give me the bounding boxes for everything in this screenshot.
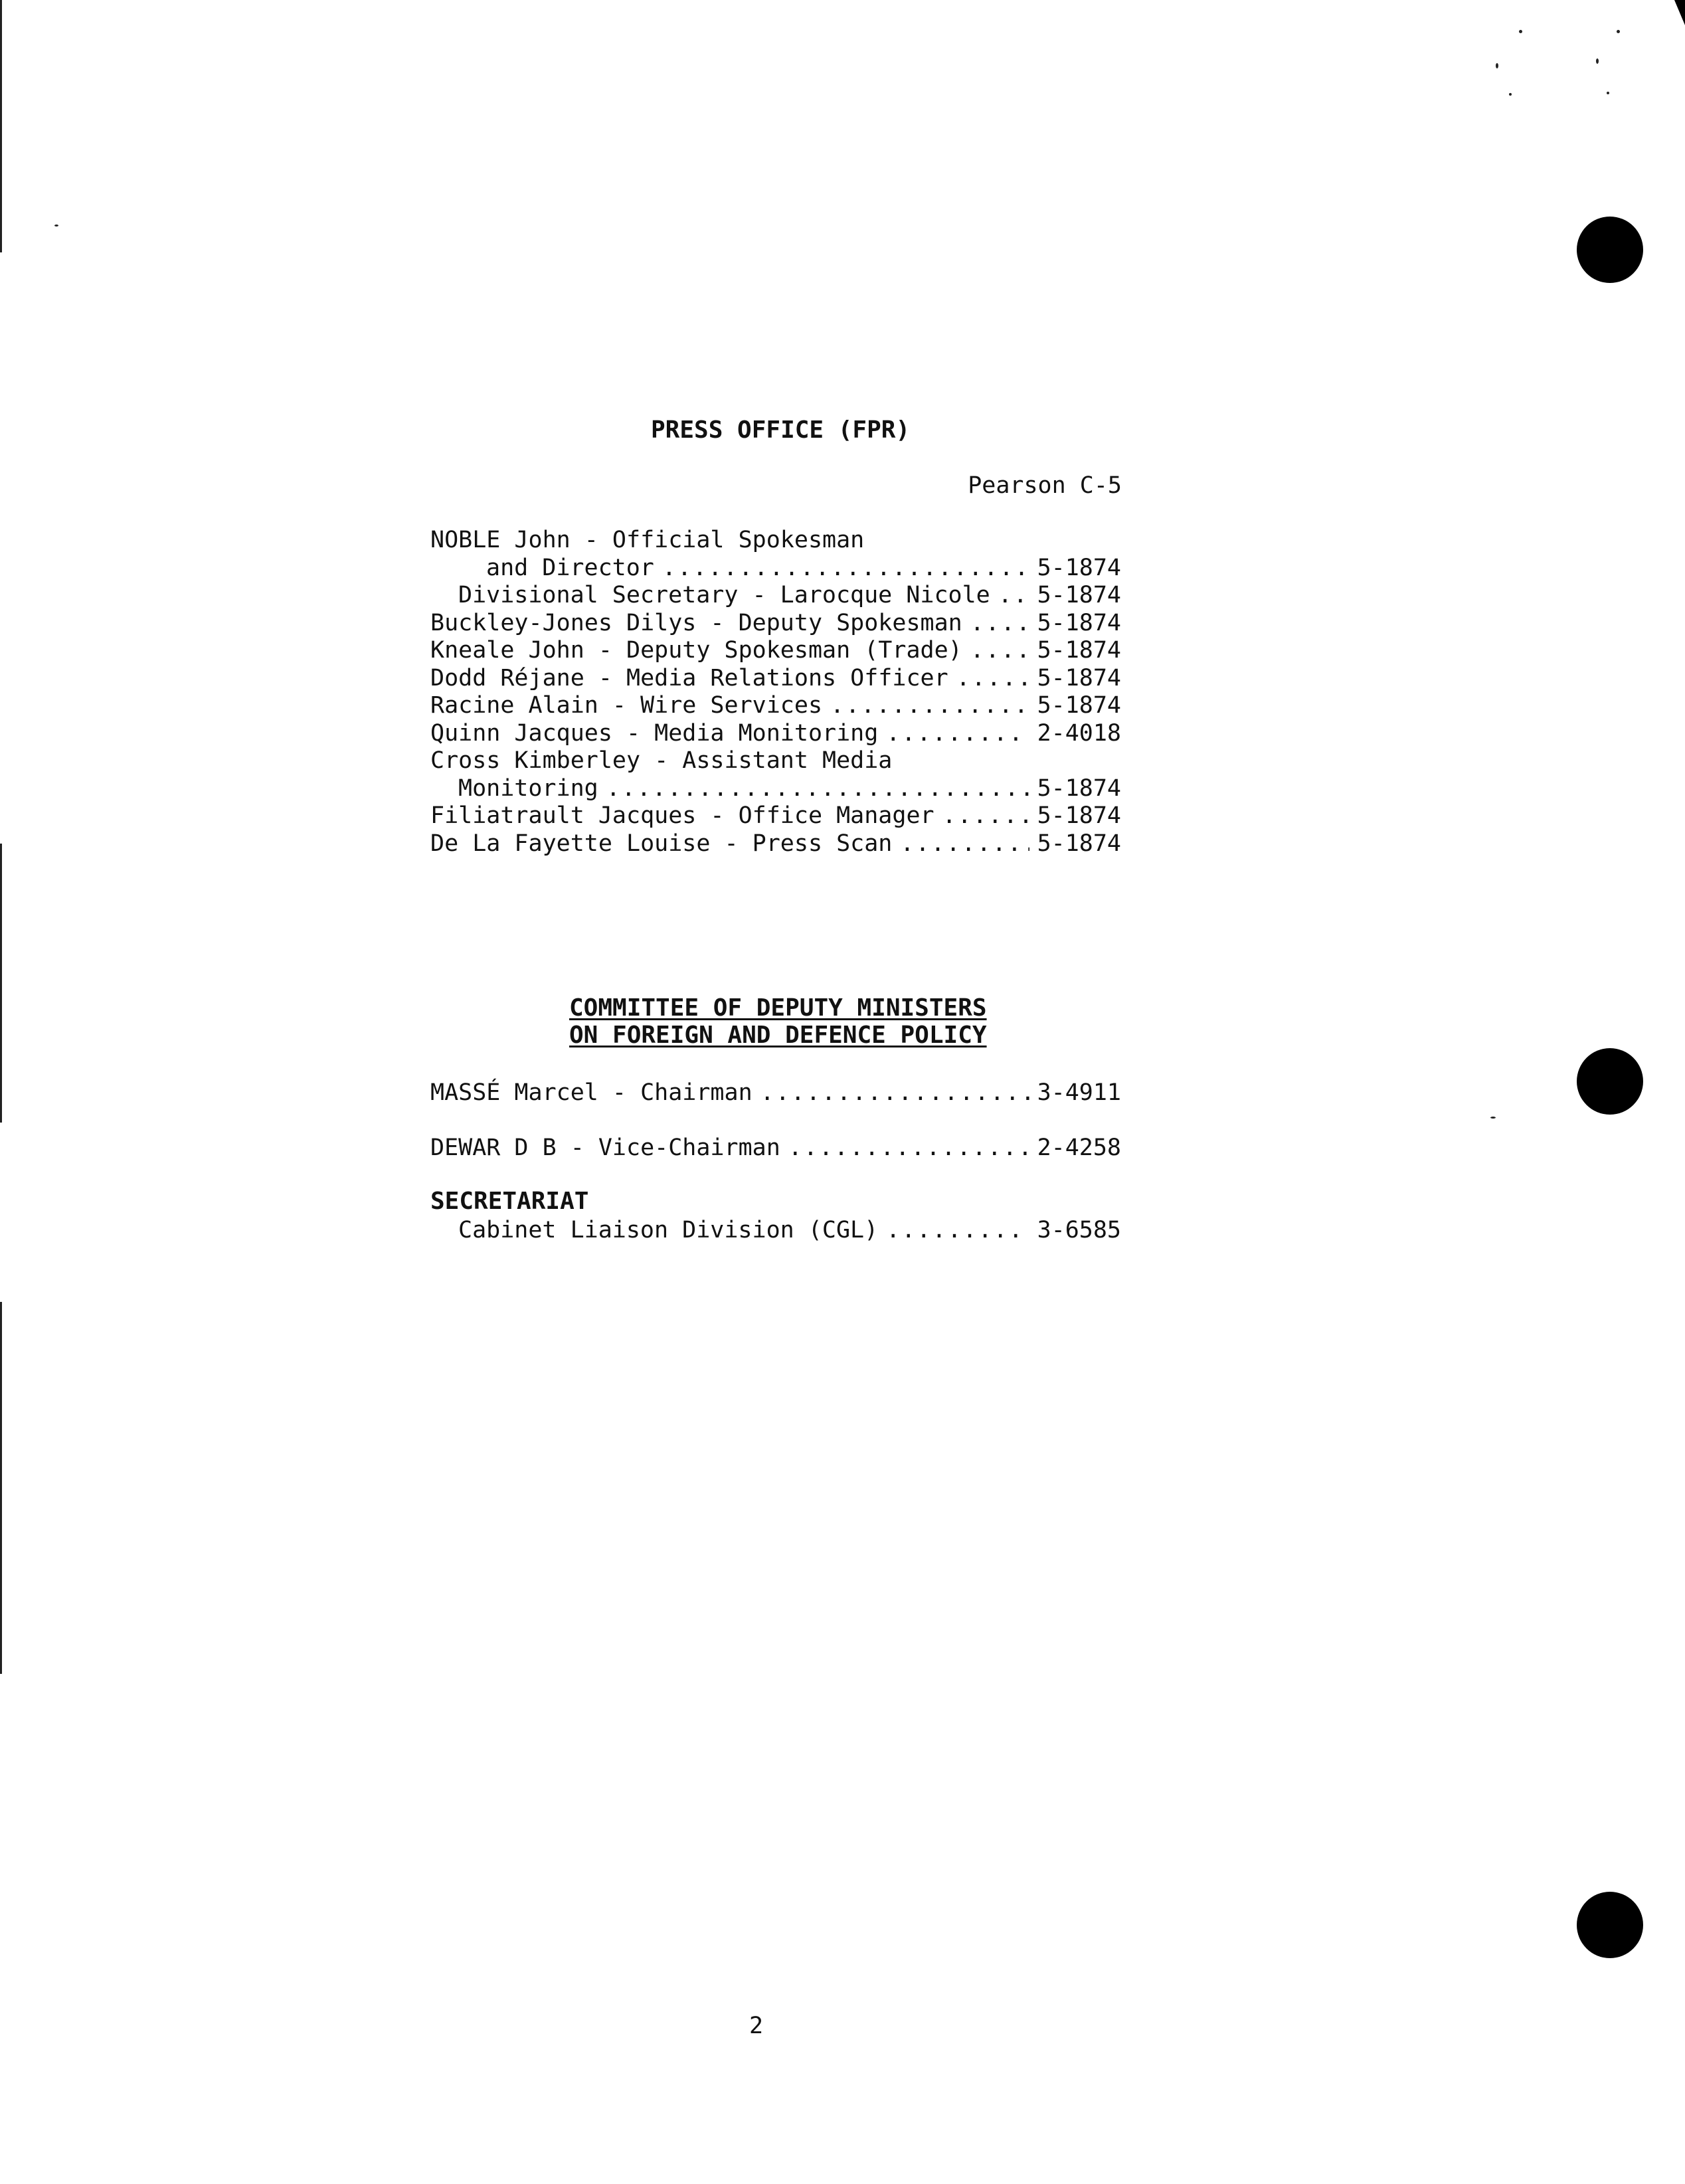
directory-entry (430, 1079, 1121, 1107)
scan-speck (1496, 63, 1498, 68)
entry-name: Filiatrault Jacques - Office Manager (430, 802, 934, 829)
entry-name: Monitoring (458, 774, 598, 802)
entry-number: 5-1874 (1037, 692, 1121, 719)
leader-dots (662, 555, 1029, 583)
leader-dots (900, 830, 1029, 858)
scan-speck (1509, 93, 1512, 96)
leader-dots (760, 1079, 1029, 1107)
entry-number: 5-1874 (1037, 802, 1121, 829)
scan-edge-line (0, 844, 2, 1123)
leader-dots (970, 610, 1029, 638)
entry-name: MASSÉ Marcel - Chairman (430, 1079, 753, 1106)
entry-number: 5-1874 (1037, 554, 1121, 581)
leader-dots (886, 1217, 1029, 1245)
scan-edge-line (0, 0, 2, 252)
entry-name: Cross Kimberley - Assistant Media (430, 747, 893, 774)
entry-name: NOBLE John - Official Spokesman (430, 527, 865, 553)
leader-dots (970, 637, 1029, 665)
directory-entry (430, 610, 1121, 638)
leader-dots (956, 665, 1029, 693)
directory-entry (430, 802, 1121, 830)
entry-number: 2-4018 (1037, 719, 1121, 747)
corner-mark (1674, 0, 1685, 25)
entry-name: Kneale John - Deputy Spokesman (Trade) (430, 637, 962, 664)
leader-dots (606, 775, 1029, 803)
scan-speck (1596, 58, 1599, 64)
directory-entry (430, 527, 1121, 555)
directory-entry (430, 1217, 1121, 1245)
entry-number: 5-1874 (1037, 830, 1121, 857)
entry-name: DEWAR D B - Vice-Chairman (430, 1135, 780, 1161)
entry-number: 2-4258 (1037, 1135, 1121, 1161)
secretariat-heading: SECRETARIAT (430, 1188, 589, 1215)
entry-name: Cabinet Liaison Division (CGL) (458, 1217, 879, 1243)
binder-hole-bottom (1577, 1892, 1643, 1958)
committee-directory (430, 1079, 1121, 1107)
press-office-location: Pearson C-5 (968, 472, 1122, 499)
entry-number: 3-6585 (1037, 1217, 1121, 1243)
committee-directory (430, 1135, 1121, 1162)
directory-entry (430, 747, 1121, 775)
entry-name: Buckley-Jones Dilys - Deputy Spokesman (430, 609, 962, 636)
press-office-directory (430, 527, 1121, 858)
scan-speck (1519, 30, 1522, 33)
entry-name: Racine Alain - Wire Services (430, 692, 823, 719)
committee-heading-line2: ON FOREIGN AND DEFENCE POLICY (569, 1022, 987, 1049)
committee-heading-line1: COMMITTEE OF DEPUTY MINISTERS (569, 994, 987, 1022)
directory-entry (430, 692, 1121, 720)
entry-number: 5-1874 (1037, 609, 1121, 636)
page-number: 2 (749, 2013, 764, 2039)
leader-dots (942, 802, 1029, 830)
entry-number: 3-4911 (1037, 1079, 1121, 1106)
entry-number: 5-1874 (1037, 637, 1121, 664)
scan-speck (1490, 1117, 1496, 1119)
directory-entry (430, 555, 1121, 583)
press-office-heading: PRESS OFFICE (FPR) (651, 416, 911, 444)
leader-dots (886, 720, 1029, 748)
entry-name: and Director (486, 554, 654, 581)
directory-entry (430, 582, 1121, 610)
scan-edge-line (0, 1302, 2, 1674)
directory-entry (430, 1135, 1121, 1162)
leader-dots (998, 582, 1029, 610)
directory-entry (430, 637, 1121, 665)
binder-hole-top (1577, 217, 1643, 283)
secretariat-directory (430, 1217, 1121, 1245)
entry-number: 5-1874 (1037, 664, 1121, 691)
directory-entry (430, 720, 1121, 748)
leader-dots (830, 692, 1029, 720)
scan-speck (1607, 92, 1609, 94)
entry-name: Dodd Réjane - Media Relations Officer (430, 664, 948, 691)
scan-speck (1617, 30, 1620, 33)
binder-hole-middle (1577, 1048, 1643, 1115)
entry-name: Divisional Secretary - Larocque Nicole (458, 582, 990, 608)
scan-speck (54, 225, 58, 227)
directory-entry (430, 775, 1121, 803)
entry-name: Quinn Jacques - Media Monitoring (430, 719, 879, 747)
directory-entry (430, 830, 1121, 858)
entry-number: 5-1874 (1037, 774, 1121, 802)
entry-number: 5-1874 (1037, 582, 1121, 608)
directory-entry (430, 665, 1121, 693)
entry-name: De La Fayette Louise - Press Scan (430, 830, 893, 857)
leader-dots (788, 1135, 1029, 1162)
